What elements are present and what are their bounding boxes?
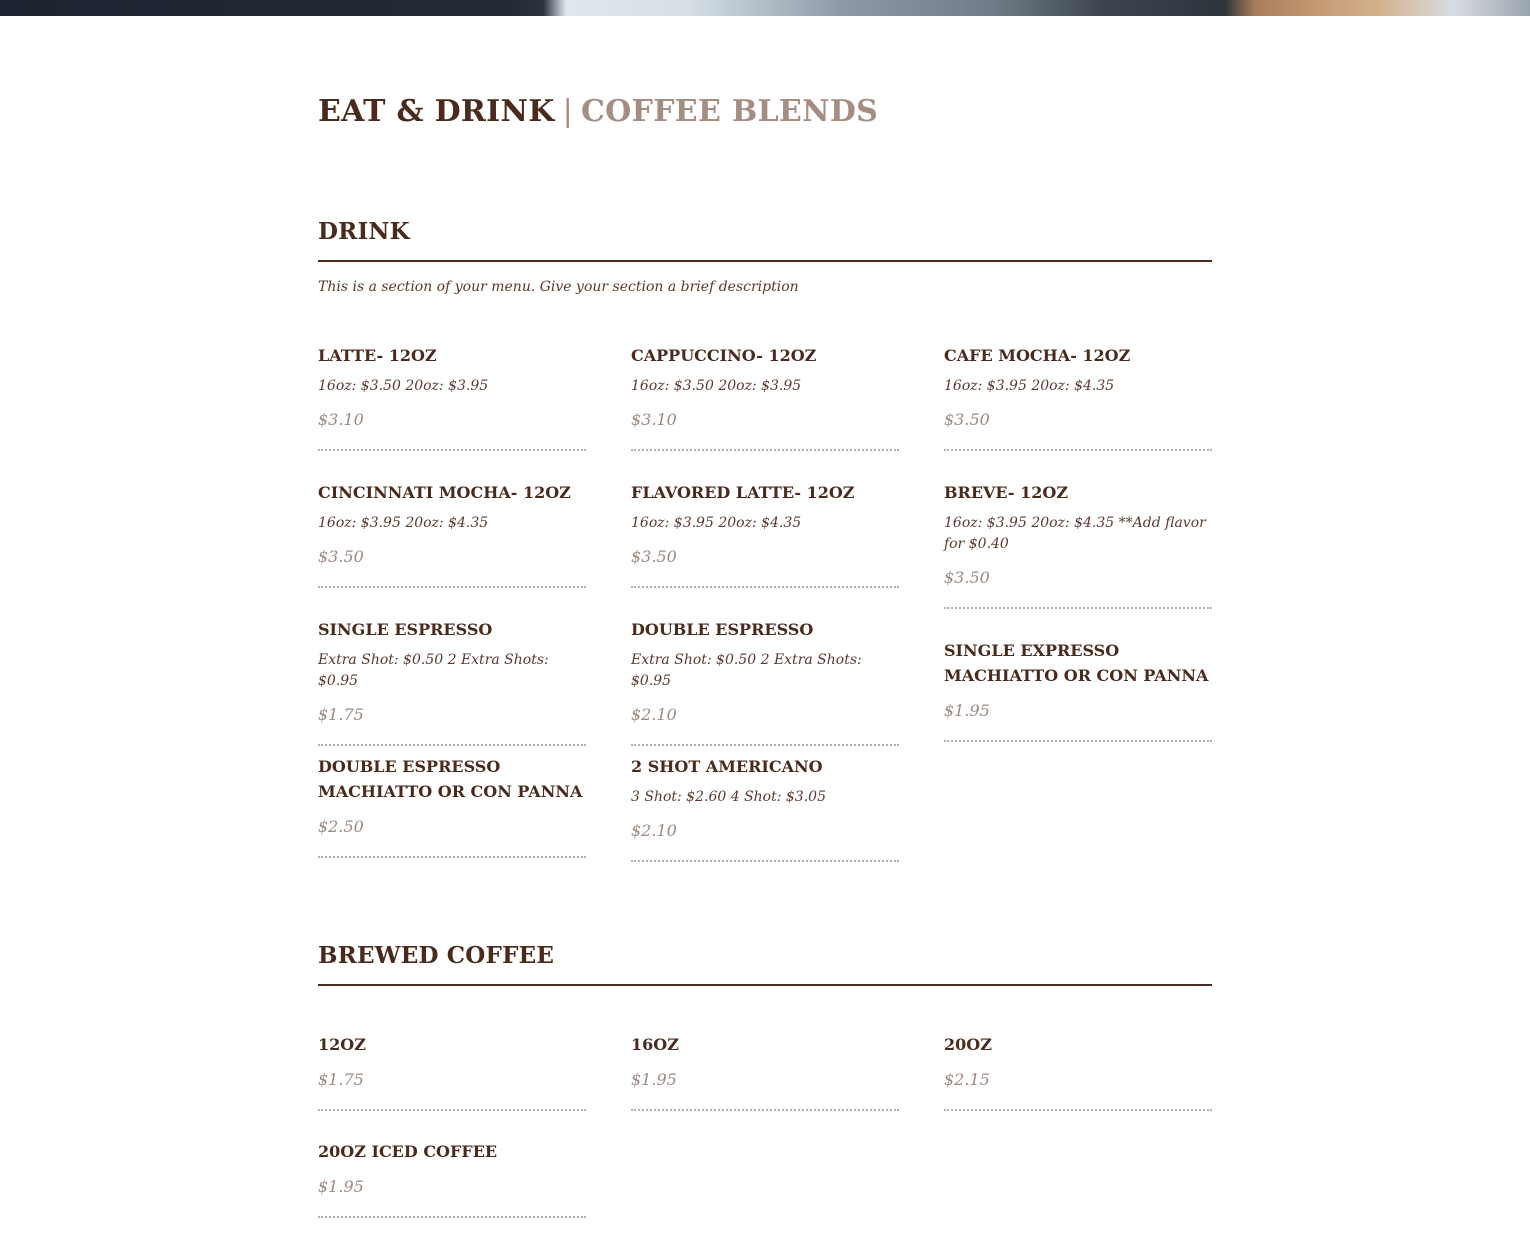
dotted-divider [944, 1109, 1212, 1111]
dotted-divider [318, 586, 586, 588]
dotted-divider [631, 744, 899, 746]
section-divider [318, 260, 1212, 262]
section-title-drink: DRINK [318, 218, 410, 245]
menu-item-price: $3.10 [318, 410, 364, 429]
menu-item-price: $3.50 [944, 410, 990, 429]
dotted-divider [631, 449, 899, 451]
section-description-drink: This is a section of your menu. Give your section a brief description [318, 279, 799, 295]
menu-item [944, 638, 1212, 742]
menu-item-price: $1.75 [318, 705, 364, 724]
menu-item-description: 16oz: $3.95 20oz: $4.35 [318, 515, 489, 531]
menu-item-price: $2.50 [318, 817, 364, 836]
menu-item [318, 343, 586, 451]
dotted-divider [631, 860, 899, 862]
menu-item [631, 617, 899, 746]
menu-item [944, 480, 1212, 609]
menu-item-name: LATTE- 12OZ [318, 346, 437, 365]
menu-item-description: 3 Shot: $2.60 4 Shot: $3.05 [631, 789, 826, 805]
menu-item-description: 16oz: $3.95 20oz: $4.35 **Add flavor for $0.40 [944, 515, 1206, 552]
menu-item [631, 754, 899, 862]
dotted-divider [944, 740, 1212, 742]
page-title-separator: | [562, 94, 573, 129]
menu-item-name: 16OZ [631, 1035, 679, 1054]
menu-item-description: Extra Shot: $0.50 2 Extra Shots: $0.95 [631, 652, 862, 689]
section-divider [318, 984, 1212, 986]
menu-item [631, 1032, 899, 1111]
menu-item-name: 2 SHOT AMERICANO [631, 757, 823, 776]
menu-item-name: 12OZ [318, 1035, 366, 1054]
menu-item-name: DOUBLE ESPRESSO MACHIATTO OR CON PANNA [318, 757, 583, 801]
menu-item-name: BREVE- 12OZ [944, 483, 1069, 502]
menu-item-price: $3.50 [944, 568, 990, 587]
menu-item [631, 343, 899, 451]
menu-item-name: CAPPUCCINO- 12OZ [631, 346, 817, 365]
dotted-divider [631, 586, 899, 588]
page-title [318, 88, 878, 136]
section-title-brewed-coffee: BREWED COFFEE [318, 942, 555, 969]
dotted-divider [318, 449, 586, 451]
menu-item-price: $1.75 [318, 1070, 364, 1089]
menu-item [318, 480, 586, 588]
menu-item-price: $2.15 [944, 1070, 990, 1089]
menu-item-description: 16oz: $3.95 20oz: $4.35 [631, 515, 802, 531]
menu-item-description: 16oz: $3.50 20oz: $3.95 [631, 378, 802, 394]
menu-item [631, 480, 899, 588]
menu-item-name: SINGLE EXPRESSO MACHIATTO OR CON PANNA [944, 641, 1209, 685]
menu-item-price: $1.95 [944, 701, 990, 720]
menu-item-description: 16oz: $3.95 20oz: $4.35 [944, 378, 1115, 394]
menu-item-name: 20OZ ICED COFFEE [318, 1142, 498, 1161]
dotted-divider [631, 1109, 899, 1111]
menu-item [318, 1139, 586, 1218]
page-title-secondary: COFFEE BLENDS [581, 94, 879, 129]
dotted-divider [318, 856, 586, 858]
menu-item-price: $3.10 [631, 410, 677, 429]
menu-item-price: $2.10 [631, 705, 677, 724]
menu-item-name: CAFE MOCHA- 12OZ [944, 346, 1131, 365]
menu-item [318, 754, 586, 858]
menu-item-price: $3.50 [318, 547, 364, 566]
dotted-divider [944, 607, 1212, 609]
menu-item-name: DOUBLE ESPRESSO [631, 620, 814, 639]
menu-item [318, 617, 586, 746]
dotted-divider [944, 449, 1212, 451]
menu-item-price: $1.95 [631, 1070, 677, 1089]
page-title-primary: EAT & DRINK [318, 94, 555, 129]
menu-item-name: FLAVORED LATTE- 12OZ [631, 483, 855, 502]
menu-item-name: 20OZ [944, 1035, 992, 1054]
menu-item-price: $2.10 [631, 821, 677, 840]
menu-item-description: 16oz: $3.50 20oz: $3.95 [318, 378, 489, 394]
menu-item [944, 1032, 1212, 1111]
menu-item-description: Extra Shot: $0.50 2 Extra Shots: $0.95 [318, 652, 549, 689]
menu-item-name: CINCINNATI MOCHA- 12OZ [318, 483, 571, 502]
dotted-divider [318, 744, 586, 746]
menu-item-price: $3.50 [631, 547, 677, 566]
menu-item-price: $1.95 [318, 1177, 364, 1196]
menu-item [318, 1032, 586, 1111]
dotted-divider [318, 1109, 586, 1111]
dotted-divider [318, 1216, 586, 1218]
menu-item [944, 343, 1212, 451]
hero-image-strip [0, 0, 1530, 16]
menu-item-name: SINGLE ESPRESSO [318, 620, 493, 639]
